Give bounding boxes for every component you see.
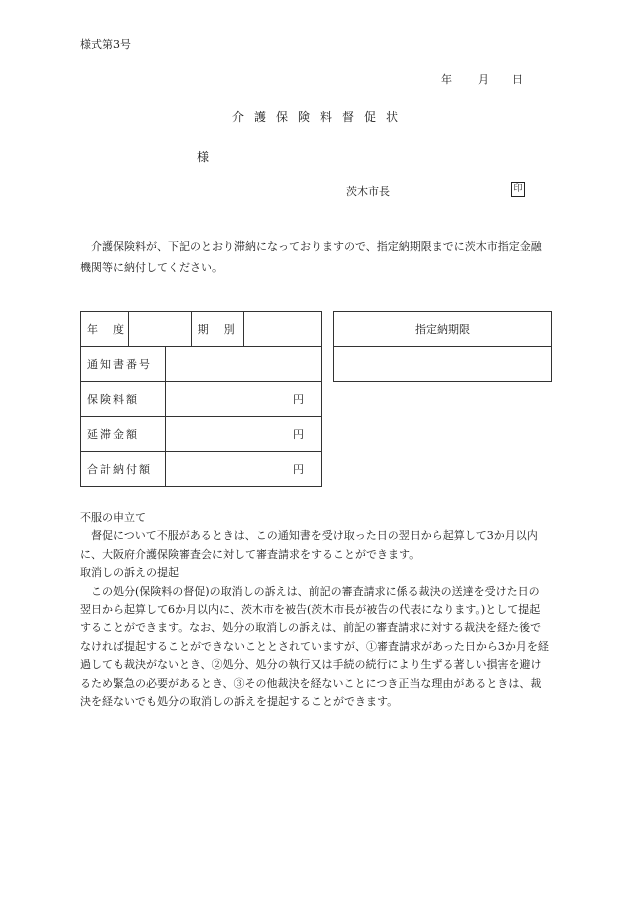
deadline-header: 指定納期限 bbox=[334, 312, 552, 347]
table-row bbox=[334, 347, 552, 382]
deadline-table bbox=[333, 311, 552, 382]
seal-stamp-box: 印 bbox=[511, 182, 525, 197]
form-number: 様式第3号 bbox=[80, 38, 131, 51]
intro-paragraph: 介護保険料が、下記のとおり滞納になっておりますので、指定納期限までに茨木市指定金融機関等に納付してください。 bbox=[80, 240, 542, 274]
total-label: 合計納付額 bbox=[81, 452, 166, 487]
fiscal-year-value bbox=[128, 312, 191, 347]
date-year-label: 年 bbox=[441, 73, 452, 86]
premium-label: 保険料額 bbox=[81, 382, 166, 417]
table-row bbox=[81, 417, 322, 452]
notice-number-label: 通知書番号 bbox=[81, 347, 166, 382]
late-fee-label: 延滞金額 bbox=[81, 417, 166, 452]
table-row bbox=[81, 347, 322, 382]
table-row bbox=[81, 452, 322, 487]
period-label: 期 別 bbox=[191, 312, 243, 347]
issuer-name: 茨木市長 bbox=[346, 185, 390, 198]
objection-heading: 不服の申立て bbox=[80, 511, 146, 524]
total-yen: 円 bbox=[165, 452, 321, 487]
addressee-suffix: 様 bbox=[197, 150, 210, 164]
premium-info-table bbox=[80, 311, 322, 487]
revocation-paragraph: この処分(保険料の督促)の取消しの訴えは、前記の審査請求に係る裁決の送達を受けた日の翌日から起算して6か月以内に、茨木市を被告(茨木市長が被告の代表になります。)として提起することができます。なお、処分の取消しの訴えは、前記の審査請求に対する裁決を経た後でなければ提起することができないこととされていますが、①審査請求があった日から3か月を経過しても裁決がないとき、②処分、処分の執行又は手続の続行により生ずる著しい損害を避けるため緊急の必要があるとき、③その他裁決を経ないことにつき正当な理由があるときは、裁決を経ないでも処分の取消しの訴えを提起することができます。 bbox=[80, 584, 549, 709]
notes-section bbox=[80, 509, 550, 711]
fiscal-year-label: 年 度 bbox=[81, 312, 129, 347]
premium-yen: 円 bbox=[165, 382, 321, 417]
deadline-value bbox=[334, 347, 552, 382]
table-row bbox=[334, 312, 552, 347]
date-month-label: 月 bbox=[478, 73, 489, 86]
notice-number-value bbox=[165, 347, 321, 382]
table-row bbox=[81, 382, 322, 417]
revocation-heading: 取消しの訴えの提起 bbox=[80, 566, 179, 580]
date-day-label: 日 bbox=[512, 73, 523, 86]
late-fee-yen: 円 bbox=[165, 417, 321, 452]
document-title: 介護保険料督促状 bbox=[231, 110, 408, 124]
period-value bbox=[243, 312, 321, 347]
objection-paragraph: 督促について不服があるときは、この通知書を受け取った日の翌日から起算して3か月以内に、大阪府介護保険審査会に対して審査請求をすることができます。 bbox=[80, 529, 538, 561]
table-row bbox=[81, 312, 322, 347]
